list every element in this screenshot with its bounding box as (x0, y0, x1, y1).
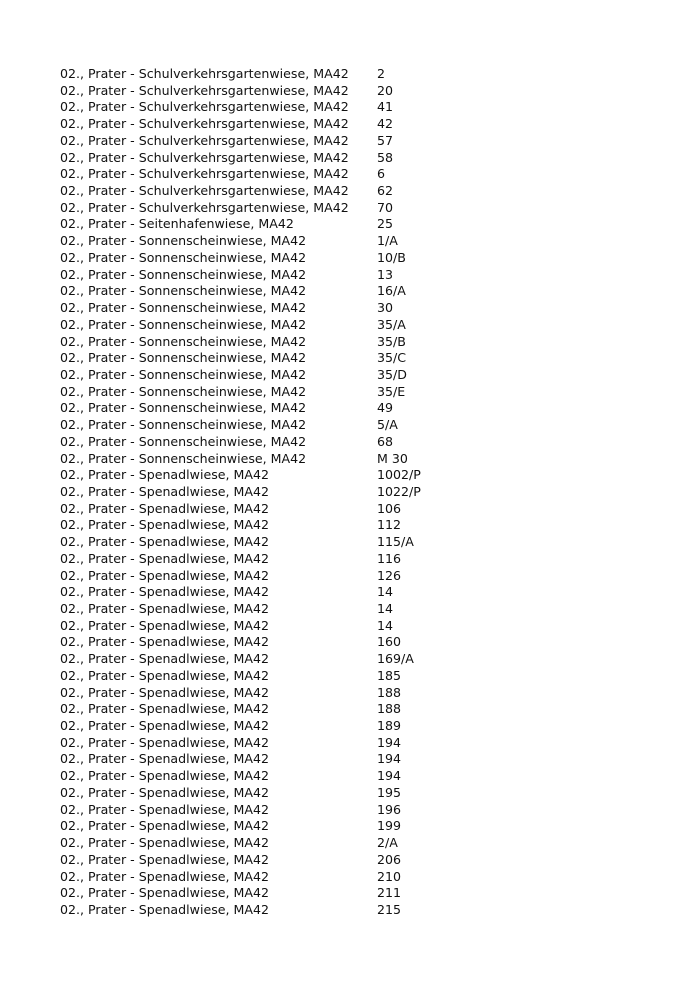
plot-number: 194 (377, 751, 402, 767)
location-text: 02., Prater - Spenadlwiese, MA42 (60, 567, 270, 583)
plot-number: 14 (377, 584, 394, 600)
plot-number: 25 (377, 216, 394, 232)
list-item (60, 250, 660, 267)
plot-number: 169/A (377, 651, 414, 667)
plot-number: 2/A (377, 835, 398, 851)
plot-number: 16/A (377, 283, 406, 299)
plot-number: 5/A (377, 417, 398, 433)
plot-number: 215 (377, 901, 402, 917)
list-item (60, 150, 660, 167)
list-item (60, 233, 660, 250)
record-list (60, 66, 660, 919)
list-item (60, 534, 660, 551)
list-item (60, 434, 660, 451)
plot-number: 35/A (377, 316, 406, 332)
plot-number: 35/C (377, 350, 407, 366)
location-text: 02., Prater - Seitenhafenwiese, MA42 (60, 216, 294, 232)
location-text: 02., Prater - Spenadlwiese, MA42 (60, 651, 270, 667)
list-item (60, 751, 660, 768)
list-item (60, 350, 660, 367)
location-text: 02., Prater - Sonnenscheinwiese, MA42 (60, 266, 307, 282)
list-item (60, 618, 660, 635)
location-text: 02., Prater - Sonnenscheinwiese, MA42 (60, 233, 307, 249)
location-text: 02., Prater - Spenadlwiese, MA42 (60, 667, 270, 683)
location-text: 02., Prater - Spenadlwiese, MA42 (60, 601, 270, 616)
location-text: 02., Prater - Schulverkehrsgartenwiese, MA42 (60, 82, 349, 98)
location-text: 02., Prater - Schulverkehrsgartenwiese, MA42 (60, 149, 349, 165)
list-item (60, 835, 660, 852)
location-text: 02., Prater - Spenadlwiese, MA42 (60, 684, 270, 700)
list-item (60, 334, 660, 351)
list-item (60, 99, 660, 116)
list-item (60, 785, 660, 802)
location-text: 02., Prater - Schulverkehrsgartenwiese, MA42 (60, 66, 349, 81)
plot-number: 112 (377, 517, 402, 533)
plot-number: 10/B (377, 249, 406, 265)
location-text: 02., Prater - Spenadlwiese, MA42 (60, 784, 270, 800)
plot-number: 199 (377, 818, 402, 834)
location-text: 02., Prater - Sonnenscheinwiese, MA42 (60, 383, 307, 399)
plot-number: 211 (377, 885, 402, 901)
plot-number: 126 (377, 567, 402, 583)
list-item (60, 685, 660, 702)
list-item (60, 885, 660, 902)
location-text: 02., Prater - Spenadlwiese, MA42 (60, 818, 270, 834)
plot-number: 106 (377, 500, 402, 516)
plot-number: 160 (377, 634, 402, 650)
location-text: 02., Prater - Sonnenscheinwiese, MA42 (60, 366, 307, 382)
list-item (60, 133, 660, 150)
list-item (60, 384, 660, 401)
list-item (60, 902, 660, 919)
list-item (60, 267, 660, 284)
location-text: 02., Prater - Schulverkehrsgartenwiese, MA42 (60, 166, 349, 182)
location-text: 02., Prater - Spenadlwiese, MA42 (60, 734, 270, 750)
plot-number: 58 (377, 149, 394, 165)
plot-number: 196 (377, 801, 402, 817)
location-text: 02., Prater - Sonnenscheinwiese, MA42 (60, 249, 307, 265)
plot-number: 188 (377, 684, 402, 700)
plot-number: 41 (377, 99, 394, 115)
location-text: 02., Prater - Spenadlwiese, MA42 (60, 718, 270, 734)
plot-number: 1/A (377, 233, 398, 249)
location-text: 02., Prater - Spenadlwiese, MA42 (60, 835, 270, 851)
location-text: 02., Prater - Sonnenscheinwiese, MA42 (60, 333, 307, 349)
list-item (60, 651, 660, 668)
location-text: 02., Prater - Sonnenscheinwiese, MA42 (60, 316, 307, 332)
plot-number: 14 (377, 617, 394, 633)
location-text: 02., Prater - Sonnenscheinwiese, MA42 (60, 283, 307, 299)
list-item (60, 116, 660, 133)
location-text: 02., Prater - Spenadlwiese, MA42 (60, 584, 270, 600)
location-text: 02., Prater - Spenadlwiese, MA42 (60, 751, 270, 767)
plot-number: 2 (377, 66, 386, 81)
location-text: 02., Prater - Spenadlwiese, MA42 (60, 851, 270, 867)
plot-number: 210 (377, 868, 402, 884)
list-item (60, 83, 660, 100)
plot-number: 6 (377, 166, 386, 182)
list-item (60, 802, 660, 819)
list-item (60, 367, 660, 384)
plot-number: 1022/P (377, 483, 421, 499)
plot-number: M 30 (377, 450, 408, 466)
location-text: 02., Prater - Spenadlwiese, MA42 (60, 701, 270, 717)
list-item (60, 568, 660, 585)
list-item (60, 400, 660, 417)
list-item (60, 852, 660, 869)
location-text: 02., Prater - Schulverkehrsgartenwiese, MA42 (60, 116, 349, 132)
list-item (60, 216, 660, 233)
plot-number: 206 (377, 851, 402, 867)
location-text: 02., Prater - Spenadlwiese, MA42 (60, 801, 270, 817)
location-text: 02., Prater - Schulverkehrsgartenwiese, MA42 (60, 132, 349, 148)
location-text: 02., Prater - Sonnenscheinwiese, MA42 (60, 433, 307, 449)
list-item (60, 718, 660, 735)
location-text: 02., Prater - Spenadlwiese, MA42 (60, 534, 270, 550)
plot-number: 189 (377, 718, 402, 734)
list-item (60, 166, 660, 183)
plot-number: 195 (377, 784, 402, 800)
location-text: 02., Prater - Schulverkehrsgartenwiese, MA42 (60, 199, 349, 215)
location-text: 02., Prater - Spenadlwiese, MA42 (60, 617, 270, 633)
location-text: 02., Prater - Spenadlwiese, MA42 (60, 885, 270, 901)
location-text: 02., Prater - Spenadlwiese, MA42 (60, 868, 270, 884)
list-item (60, 66, 660, 83)
list-item (60, 417, 660, 434)
location-text: 02., Prater - Sonnenscheinwiese, MA42 (60, 300, 307, 316)
list-item (60, 869, 660, 886)
list-item (60, 451, 660, 468)
location-text: 02., Prater - Spenadlwiese, MA42 (60, 500, 270, 516)
location-text: 02., Prater - Sonnenscheinwiese, MA42 (60, 417, 307, 433)
plot-number: 57 (377, 132, 394, 148)
location-text: 02., Prater - Sonnenscheinwiese, MA42 (60, 450, 307, 466)
list-item (60, 768, 660, 785)
list-item (60, 517, 660, 534)
list-item (60, 735, 660, 752)
location-text: 02., Prater - Sonnenscheinwiese, MA42 (60, 400, 307, 416)
list-item (60, 584, 660, 601)
list-item (60, 183, 660, 200)
location-text: 02., Prater - Spenadlwiese, MA42 (60, 634, 270, 650)
plot-number: 1002/P (377, 467, 421, 483)
plot-number: 35/E (377, 383, 406, 399)
list-item (60, 300, 660, 317)
list-item (60, 283, 660, 300)
plot-number: 13 (377, 266, 394, 282)
plot-number: 49 (377, 400, 394, 416)
plot-number: 116 (377, 550, 402, 566)
location-text: 02., Prater - Spenadlwiese, MA42 (60, 901, 270, 917)
plot-number: 115/A (377, 534, 414, 550)
plot-number: 30 (377, 300, 394, 316)
plot-number: 70 (377, 199, 394, 215)
list-item (60, 551, 660, 568)
list-item (60, 317, 660, 334)
location-text: 02., Prater - Schulverkehrsgartenwiese, MA42 (60, 183, 349, 199)
location-text: 02., Prater - Spenadlwiese, MA42 (60, 467, 270, 483)
list-item (60, 501, 660, 518)
plot-number: 185 (377, 667, 402, 683)
plot-number: 62 (377, 183, 394, 199)
list-item (60, 484, 660, 501)
plot-number: 68 (377, 433, 394, 449)
plot-number: 188 (377, 701, 402, 717)
list-item (60, 601, 660, 618)
list-item (60, 668, 660, 685)
list-item (60, 200, 660, 217)
plot-number: 194 (377, 768, 402, 784)
location-text: 02., Prater - Sonnenscheinwiese, MA42 (60, 350, 307, 366)
list-item (60, 467, 660, 484)
location-text: 02., Prater - Spenadlwiese, MA42 (60, 768, 270, 784)
location-text: 02., Prater - Spenadlwiese, MA42 (60, 550, 270, 566)
location-text: 02., Prater - Spenadlwiese, MA42 (60, 483, 270, 499)
location-text: 02., Prater - Schulverkehrsgartenwiese, MA42 (60, 99, 349, 115)
plot-number: 20 (377, 82, 394, 98)
location-text: 02., Prater - Spenadlwiese, MA42 (60, 517, 270, 533)
plot-number: 35/B (377, 333, 406, 349)
list-item (60, 634, 660, 651)
plot-number: 35/D (377, 366, 407, 382)
plot-number: 14 (377, 601, 394, 616)
plot-number: 194 (377, 734, 402, 750)
plot-number: 42 (377, 116, 394, 132)
list-item (60, 701, 660, 718)
list-item (60, 818, 660, 835)
